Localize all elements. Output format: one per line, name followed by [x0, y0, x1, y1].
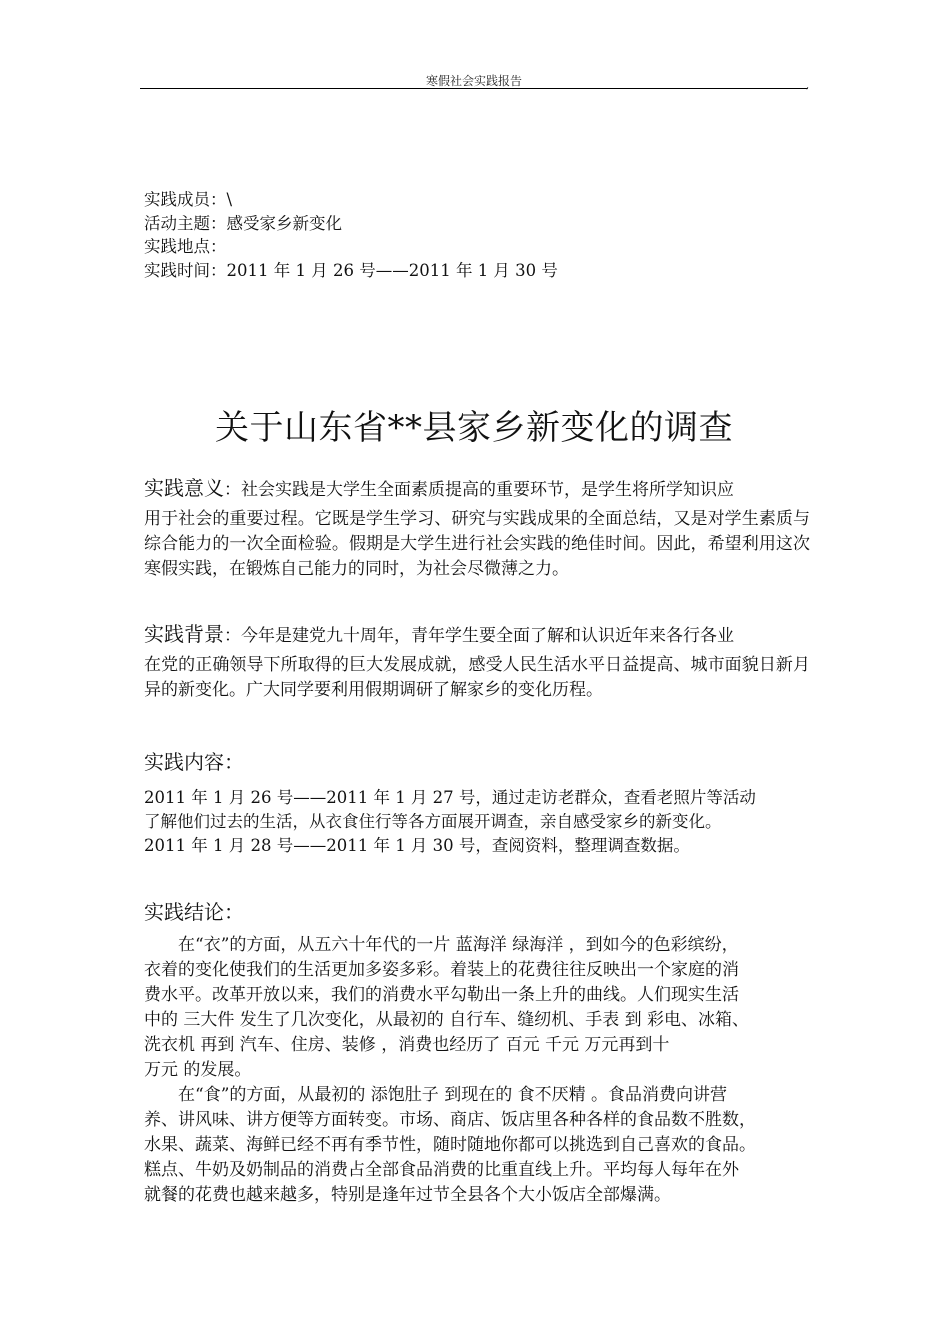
conclusion-line: 费水平。改革开放以来，我们的消费水平勾勒出一条上升的曲线。人们现实生活 [144, 985, 739, 1005]
content-line: 2011 年 1 月 26 号——2011 年 1 月 27 号，通过走访老群众，查看老照片等活动 [144, 788, 756, 807]
background-section [144, 622, 810, 703]
background-body: 在党的正确领导下所取得的巨大发展成就，感受人民生活水平日益提高、城市面貌日新月异的新变化。广大同学要利用假期调研了解家乡的变化历程。 [144, 655, 810, 700]
meta-place: 实践地点： [144, 237, 227, 256]
header-mark: , [806, 80, 810, 91]
conclusion-line: 万元 的发展。 [144, 1060, 252, 1080]
content-line: 了解他们过去的生活，从衣食住行等各方面展开调查，亲自感受家乡的新变化。 [144, 812, 722, 831]
conclusion-line: 就餐的花费也越来越多，特别是逢年过节全县各个大小饭店全部爆满。 [144, 1185, 671, 1205]
conclusion-line: 衣着的变化使我们的生活更加多姿多彩。着装上的花费往往反映出一个家庭的消 [144, 960, 739, 980]
meta-block [144, 188, 558, 282]
background-line1: ：今年是建党九十周年，青年学生要全面了解和认识近年来各行各业 [224, 626, 734, 646]
conclusion-line: 水果、蔬菜、海鲜已经不再有季节性，随时随地你都可以挑选到自己喜欢的食品。 [144, 1135, 756, 1155]
conclusion-line: 洗衣机 再到 汽车、住房、装修 ，消费也经历了 百元 千元 万元再到十 [144, 1035, 670, 1055]
conclusion-line: 在“食”的方面，从最初的 添饱肚子 到现在的 食不厌精 。食品消费向讲营 [144, 1085, 727, 1105]
document-title: 关于山东省**县家乡新变化的调查 [215, 408, 733, 448]
background-heading: 实践背景 [144, 622, 224, 646]
meta-members: 实践成员：\ [144, 190, 233, 209]
content-line: 2011 年 1 月 28 号——2011 年 1 月 30 号，查阅资料，整理调查数据。 [144, 836, 690, 855]
significance-heading: 实践意义 [144, 476, 224, 500]
conclusion-line: 中的 三大件 发生了几次变化，从最初的 自行车、缝纫机、手表 到 彩电、冰箱、 [144, 1010, 750, 1030]
content-heading: 实践内容： [144, 750, 244, 774]
conclusion-line: 糕点、牛奶及奶制品的消费占全部食品消费的比重直线上升。平均每人每年在外 [144, 1160, 739, 1180]
content-list [144, 786, 814, 858]
conclusion-line: 在“衣”的方面，从五六十年代的一片 蓝海洋 绿海洋 ，到如今的色彩缤纷， [144, 935, 739, 955]
significance-line1: ：社会实践是大学生全面素质提高的重要环节，是学生将所学知识应 [224, 480, 734, 500]
meta-theme: 活动主题：感受家乡新变化 [144, 213, 342, 233]
conclusion-heading: 实践结论： [144, 900, 244, 924]
meta-time: 实践时间：2011 年 1 月 26 号——2011 年 1 月 30 号 [144, 260, 558, 280]
conclusion-body [144, 933, 812, 1208]
significance-section [144, 476, 810, 582]
header-rule [140, 88, 808, 89]
conclusion-line: 养、讲风味、讲方便等方面转变。市场、商店、饭店里各种各样的食品数不胜数， [144, 1110, 756, 1130]
running-header: 寒假社会实践报告 [425, 74, 522, 88]
significance-body: 用于社会的重要过程。它既是学生学习、研究与实践成果的全面总结，又是对学生素质与综合能力的一次全面检验。假期是大学生进行社会实践的绝佳时间。因此，希望利用这次寒假实践，在锻炼自己能力的同时，为社会尽微薄之力。 [144, 509, 810, 579]
